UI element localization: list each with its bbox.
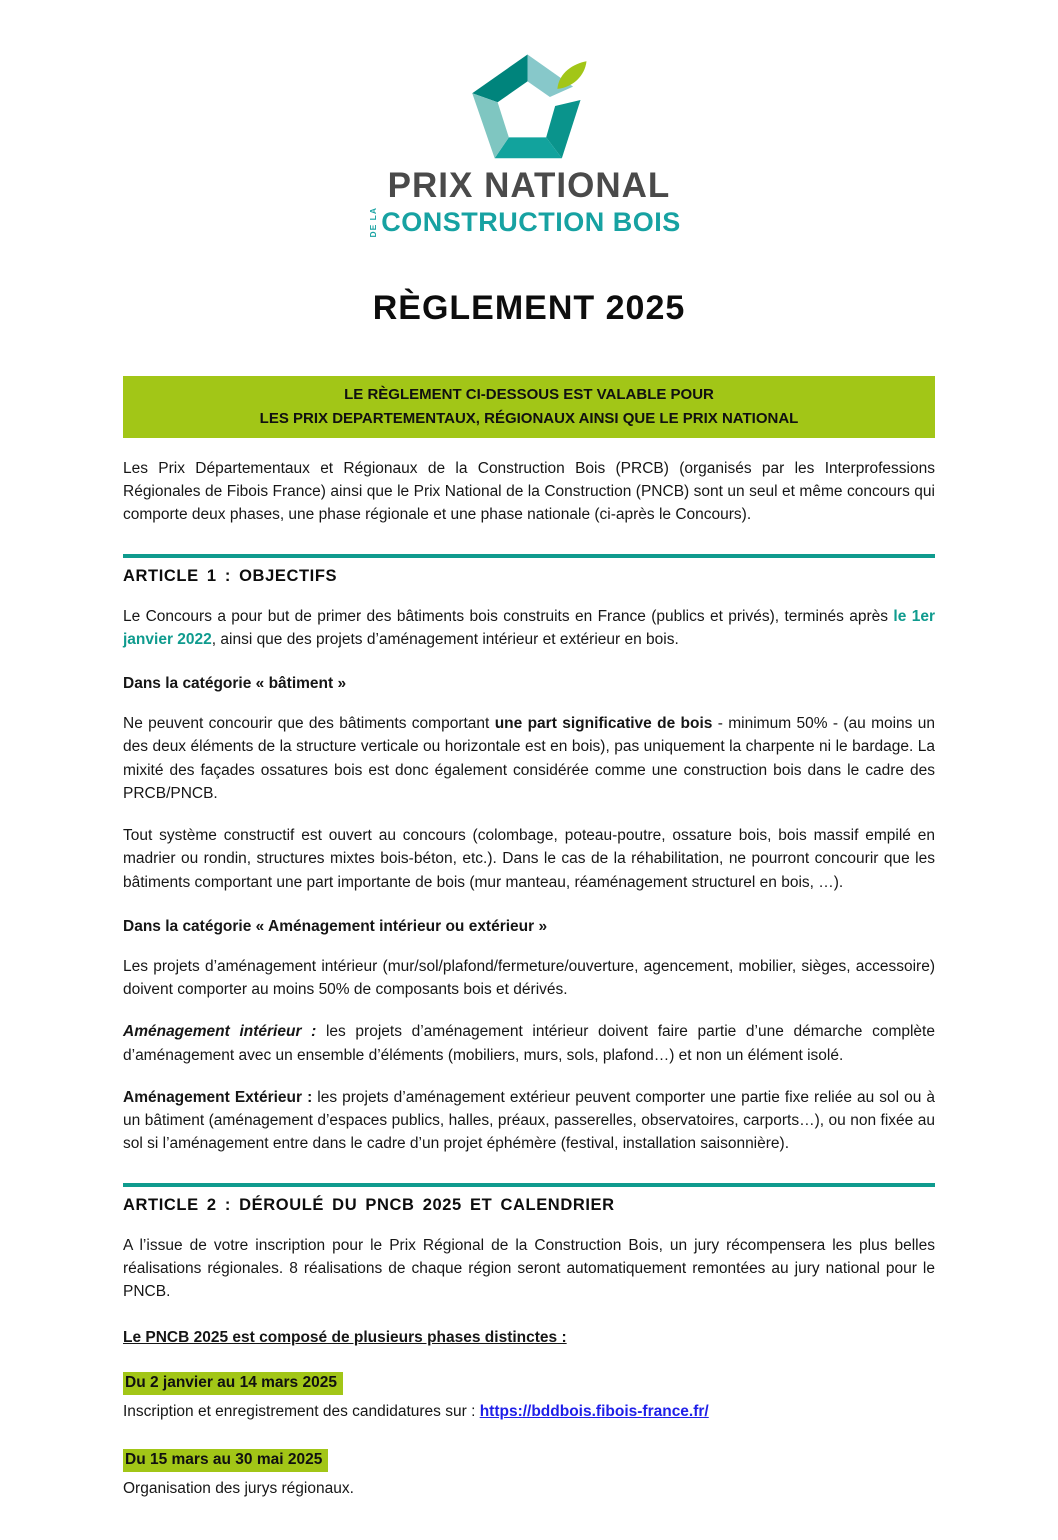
date-highlight-teal: le 1er janvier 2022: [123, 607, 935, 648]
logo-dela-text: DE LA: [367, 206, 378, 238]
bold-segment: Aménagement Extérieur :: [123, 1088, 313, 1106]
page-title: RÈGLEMENT 2025: [372, 289, 686, 328]
pncb-logo: [123, 50, 935, 242]
pncb-logo-pentagon-icon: [453, 50, 605, 162]
article1-heading: ARTICLE 1 : OBJECTIFS: [123, 554, 935, 586]
leaf-icon: [557, 61, 586, 89]
phase2-text-line: Organisation des jurys régionaux.: [123, 1479, 354, 1497]
subheading-categorie-amenagement: Dans la catégorie « Aménagement intérieur ou extérieur »: [123, 917, 548, 935]
text-segment: Inscription et enregistrement des candidatures sur :: [123, 1403, 480, 1421]
phase1-block: [123, 1372, 935, 1423]
intro-paragraph: Les Prix Départementaux et Régionaux de la Construction Bois (PRCB) (organisés par les Interprofessions Régionales de Fibois France) ainsi que le Prix National de la Construction (PNCB) sont un seul et même concours qui comporte deux phases, une phase régionale et une phase nationale (ci-après le Concours).: [123, 459, 935, 524]
logo-subtitle-row: [369, 207, 690, 238]
text-segment: Le Concours a pour but de primer des bâtiments bois construits en France (publics et privés), terminés après: [123, 607, 894, 625]
validity-banner: [123, 376, 935, 438]
article1-paragraph-batiment: [123, 712, 935, 805]
logo-title-text: PRIX NATIONAL: [387, 166, 671, 205]
article1-paragraph-amenagement-exterieur: [123, 1086, 935, 1156]
phase2-date-highlight: Du 15 mars au 30 mai 2025: [123, 1449, 328, 1472]
article1-paragraph-amenagement-interieur: [123, 1020, 935, 1067]
banner-line1: LE RÈGLEMENT CI-DESSOUS EST VALABLE POUR: [344, 386, 714, 404]
registration-link[interactable]: https://bddbois.fibois-france.fr/: [479, 1403, 709, 1421]
banner-line2: LES PRIX DEPARTEMENTAUX, RÉGIONAUX AINSI QUE LE PRIX NATIONAL: [259, 409, 799, 427]
bold-italic-segment: Aménagement intérieur :: [123, 1023, 317, 1041]
logo-subtitle-text: CONSTRUCTION BOIS: [381, 206, 681, 237]
phase1-text-line: [123, 1400, 935, 1423]
phases-intro: Le PNCB 2025 est composé de plusieurs phases distinctes :: [123, 1329, 567, 1347]
phase1-date-highlight: Du 2 janvier au 14 mars 2025: [123, 1372, 343, 1395]
article2-paragraph-jury: A l’issue de votre inscription pour le Prix Régional de la Construction Bois, un jury récompensera les plus belles réalisations régionales. 8 réalisations de chaque région seront automatiquement remontées au jury national pour le PNCB.: [123, 1236, 935, 1300]
text-segment: , ainsi que des projets d’aménagement intérieur et extérieur en bois.: [211, 630, 679, 648]
subheading-categorie-batiment: Dans la catégorie « bâtiment »: [123, 675, 347, 692]
article1-paragraph-objectifs: [123, 605, 935, 652]
text-segment: les projets d’aménagement extérieur peuvent comporter une partie fixe reliée au sol ou à un bâtiment (aménagement d’espaces publics, halles, préaux, passerelles, observatoires, carports…), ou non fixée au sol si l’aménagement entre dans le cadre d’un projet éphémère (festival, installation saisonnière).: [123, 1088, 935, 1153]
pentagon-segment-top-left: [472, 54, 527, 102]
article2-heading: ARTICLE 2 : DÉROULÉ DU PNCB 2025 ET CALENDRIER: [123, 1183, 935, 1215]
article1-paragraph-amenagement: Les projets d’aménagement intérieur (mur/sol/plafond/fermeture/ouverture, agencement, mobilier, sièges, accessoire) doivent comporter au moins 50% de composants bois et dérivés.: [123, 957, 935, 998]
phase2-block: [123, 1449, 935, 1500]
text-segment: les projets d’aménagement intérieur doivent faire partie d’une démarche complète d’aménagement avec un ensemble d’éléments (mobiliers, murs, sols, plafond…) et non un élément isolé.: [123, 1023, 935, 1064]
text-segment: Ne peuvent concourir que des bâtiments comportant: [123, 715, 495, 732]
bold-segment: une part significative de bois: [494, 715, 713, 732]
text-segment: - minimum 50% - (au moins un des deux éléments de la structure verticale ou horizontale est en bois), pas uniquement la charpente ni le bardage. La mixité des façades ossatures bois est donc également considérée comme une construction bois dans le cadre des PRCB/PNCB.: [123, 715, 935, 802]
article1-paragraph-systemes: Tout système constructif est ouvert au concours (colombage, poteau-poutre, ossature bois, bois massif empilé en madrier ou rondin, structures mixtes bois-béton, etc.). Dans le cas de la réhabilitation, ne pourront concourir que les bâtiments comportant une part importante de bois (mur manteau, réaménagement structurel en bois, …).: [123, 827, 935, 891]
